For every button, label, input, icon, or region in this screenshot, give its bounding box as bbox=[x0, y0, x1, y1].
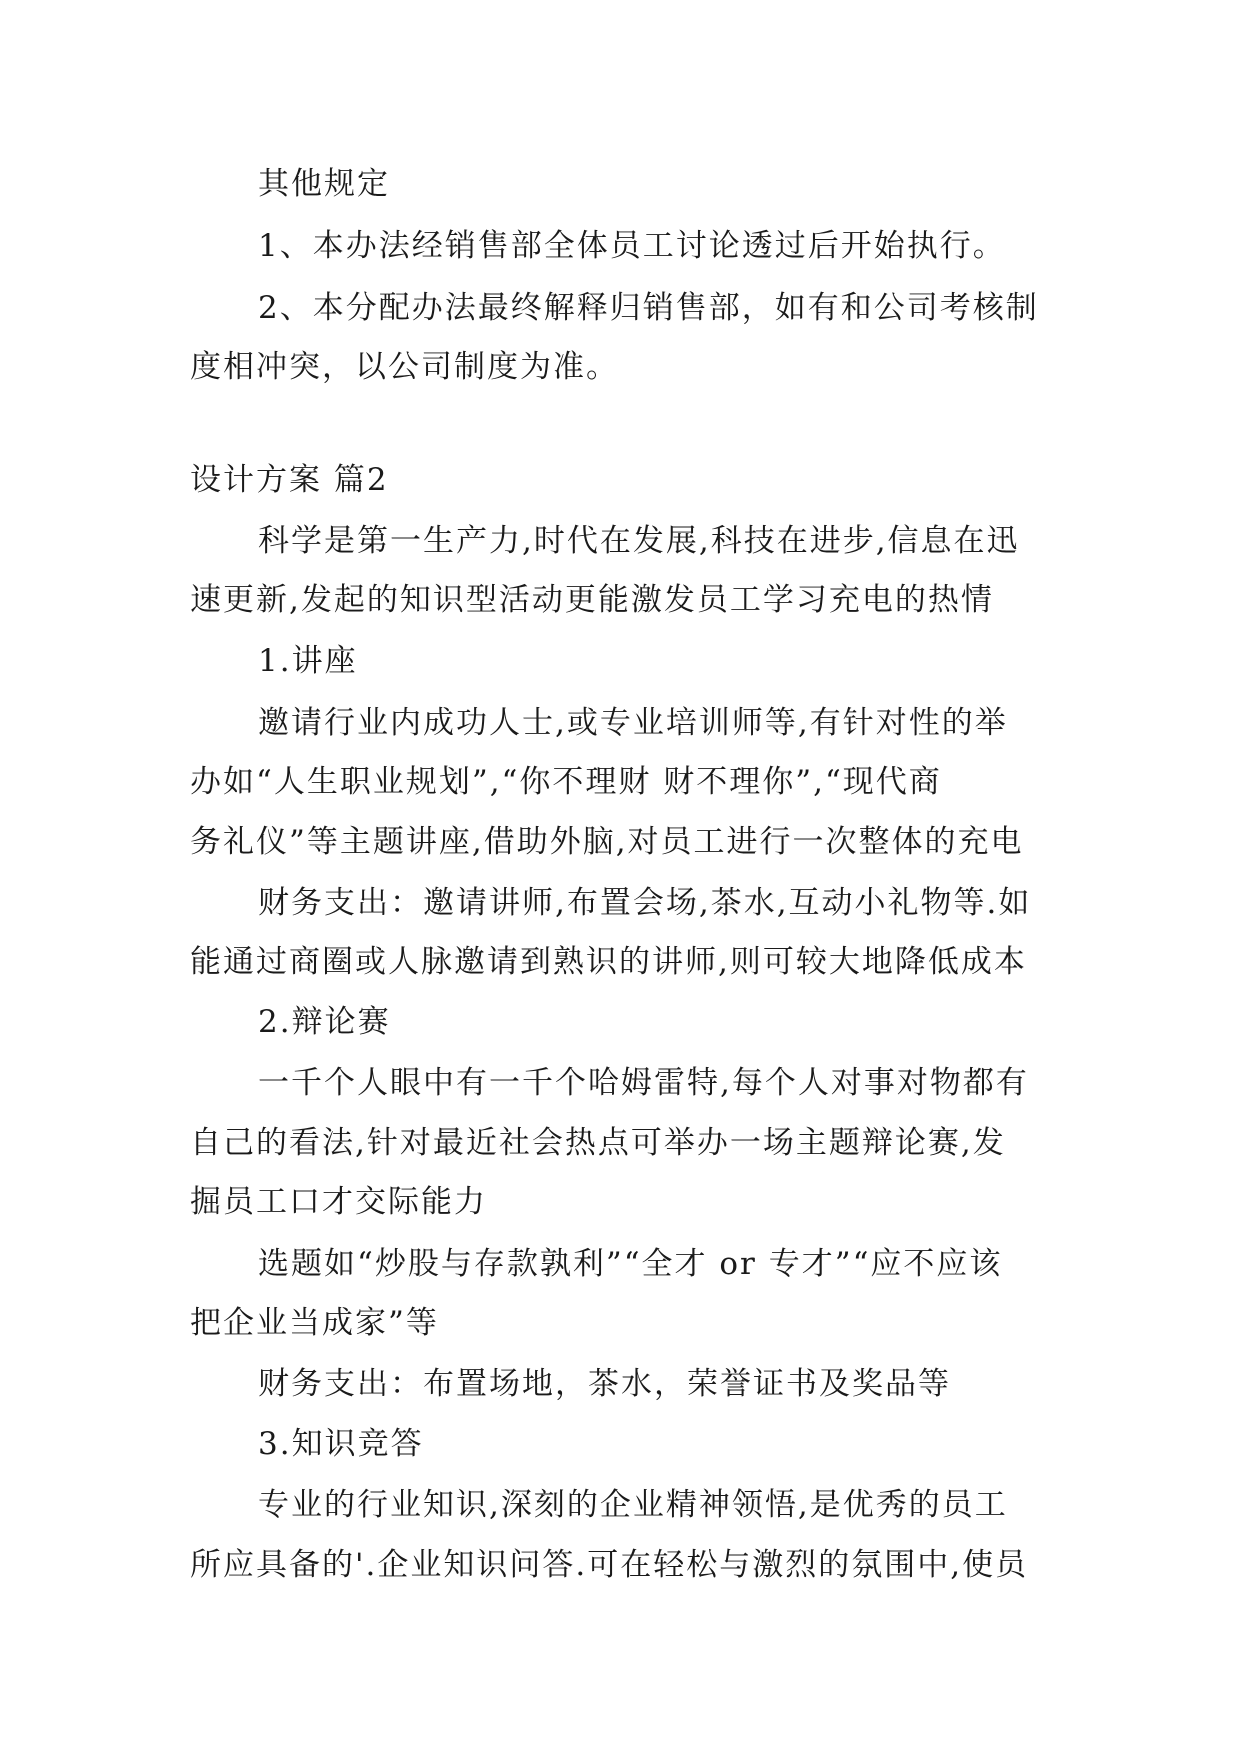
item1-desc-line2: 办如“人生职业规划”,“你不理财 财不理你”,“现代商 bbox=[190, 764, 942, 800]
item1-desc-line1: 邀请行业内成功人士,或专业培训师等,有针对性的举 bbox=[258, 705, 1008, 741]
item2-topics-line1: 选题如“炒股与存款孰利”“全才 or 专才”“应不应该 bbox=[258, 1246, 1003, 1282]
rule-2-text-line2: 度相冲突，以公司制度为准。 bbox=[190, 349, 619, 385]
item1-cost-line1: 财务支出：邀请讲师,布置会场,茶水,互动小礼物等.如 bbox=[258, 885, 1032, 921]
item1-cost-line2: 能通过商圈或人脉邀请到熟识的讲师,则可较大地降低成本 bbox=[190, 944, 1027, 980]
rule-1-text: 1、本办法经销售部全体员工讨论透过后开始执行。 bbox=[258, 228, 1006, 264]
item3-desc-line1: 专业的行业知识,深刻的企业精神领悟,是优秀的员工 bbox=[258, 1487, 1008, 1523]
item1-desc-line3: 务礼仪”等主题讲座,借助外脑,对员工进行一次整体的充电 bbox=[190, 824, 1024, 860]
rule-2-text-line1: 2、本分配办法最终解释归销售部，如有和公司考核制 bbox=[258, 290, 1039, 326]
item1-heading: 1.讲座 bbox=[258, 643, 358, 679]
intro-paragraph-line1: 科学是第一生产力,时代在发展,科技在进步,信息在迅 bbox=[258, 523, 1020, 559]
intro-paragraph-line2: 速更新,发起的知识型活动更能激发员工学习充电的热情 bbox=[190, 582, 994, 618]
item2-desc-line1: 一千个人眼中有一千个哈姆雷特,每个人对事对物都有 bbox=[258, 1065, 1029, 1101]
section-heading-other-rules: 其他规定 bbox=[258, 166, 390, 202]
item2-desc-line3: 掘员工口才交际能力 bbox=[190, 1184, 487, 1220]
section-title-design-plan: 设计方案 篇2 bbox=[190, 462, 389, 498]
item2-cost-line1: 财务支出：布置场地，茶水，荣誉证书及奖品等 bbox=[258, 1366, 951, 1402]
item3-heading: 3.知识竞答 bbox=[258, 1426, 424, 1462]
item2-topics-line2: 把企业当成家”等 bbox=[190, 1305, 439, 1341]
item2-heading: 2.辩论赛 bbox=[258, 1004, 391, 1040]
item2-desc-line2: 自己的看法,针对最近社会热点可举办一场主题辩论赛,发 bbox=[190, 1125, 1006, 1161]
item3-desc-line2: 所应具备的'.企业知识问答.可在轻松与激烈的氛围中,使员 bbox=[190, 1547, 1029, 1583]
